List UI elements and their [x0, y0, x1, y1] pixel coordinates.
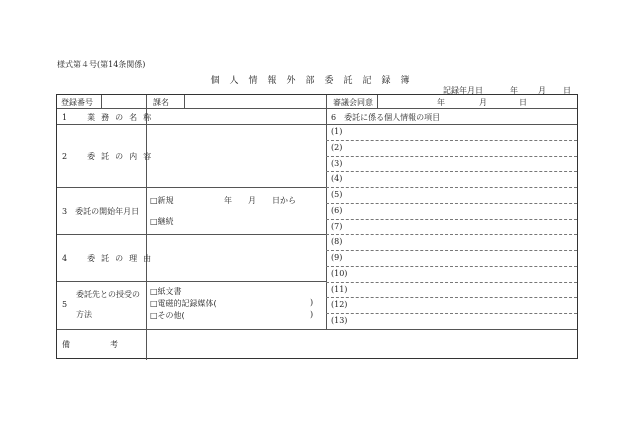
item-separator — [326, 250, 577, 251]
item-separator — [326, 297, 577, 298]
item-separator — [326, 156, 577, 157]
item-label: (10) — [331, 268, 348, 278]
council-label: 審議会同意 — [333, 98, 373, 107]
record-date-year: 年 — [510, 86, 518, 95]
row-2-label: 2 委託の内容 — [62, 152, 158, 161]
record-date-label: 記録年月日 — [443, 86, 483, 95]
row-5-label-line2: 方法 — [76, 310, 92, 319]
start-from: 日から — [272, 196, 296, 205]
item-separator — [326, 313, 577, 314]
row-1-label: 1 業務の名称 — [62, 113, 158, 122]
method-other-close: ) — [310, 310, 314, 319]
section-label: 課名 — [153, 98, 169, 107]
council-month: 月 — [479, 98, 487, 107]
start-new-option[interactable]: □新規 — [150, 196, 174, 205]
record-table — [56, 94, 578, 359]
method-paper-option[interactable]: □紙文書 — [150, 287, 182, 296]
item-label: (13) — [331, 316, 348, 325]
row-5-label-line1: 委託先との授受の — [76, 290, 140, 299]
item-separator — [326, 219, 577, 220]
item-separator — [326, 171, 577, 172]
item-label: (11) — [331, 284, 348, 294]
remarks-label: 備 考 — [62, 340, 118, 349]
item-label: (1) — [331, 127, 343, 136]
item-label: (12) — [331, 300, 348, 310]
reg-no-label: 登録番号 — [61, 98, 93, 107]
row-5-number: 5 — [62, 300, 68, 309]
row-4-label: 4 委託の理由 — [62, 254, 158, 263]
item-separator — [326, 282, 577, 283]
items-header: 6 委託に係る個人情報の項目 — [331, 113, 441, 122]
start-month: 月 — [248, 196, 256, 205]
record-date-day: 日 — [563, 86, 571, 95]
item-label: (3) — [331, 158, 343, 168]
item-separator — [326, 203, 577, 204]
method-electronic-option[interactable]: □電磁的記録媒体( — [150, 299, 217, 308]
record-date-month: 月 — [538, 86, 546, 95]
council-year: 年 — [437, 98, 445, 107]
method-electronic-close: ) — [310, 298, 314, 307]
item-label: (8) — [331, 237, 343, 247]
start-continue-option[interactable]: □継続 — [150, 217, 174, 226]
form-label: 様式第４号(第14条関係) — [57, 60, 146, 69]
page-title: 個人情報外部委託記録簿 — [210, 76, 420, 86]
council-day: 日 — [519, 98, 527, 107]
item-separator — [326, 266, 577, 267]
item-label: (5) — [331, 190, 343, 199]
item-separator — [326, 234, 577, 235]
item-label: (6) — [331, 205, 343, 215]
start-year: 年 — [224, 196, 232, 205]
item-label: (4) — [331, 174, 343, 184]
item-separator — [326, 140, 577, 141]
item-label: (7) — [331, 221, 343, 231]
item-label: (9) — [331, 253, 343, 262]
item-separator — [326, 187, 577, 188]
row-3-label: 3 委託の開始年月日 — [62, 207, 140, 216]
method-other-option[interactable]: □その他( — [150, 311, 185, 320]
item-label: (2) — [331, 142, 343, 152]
